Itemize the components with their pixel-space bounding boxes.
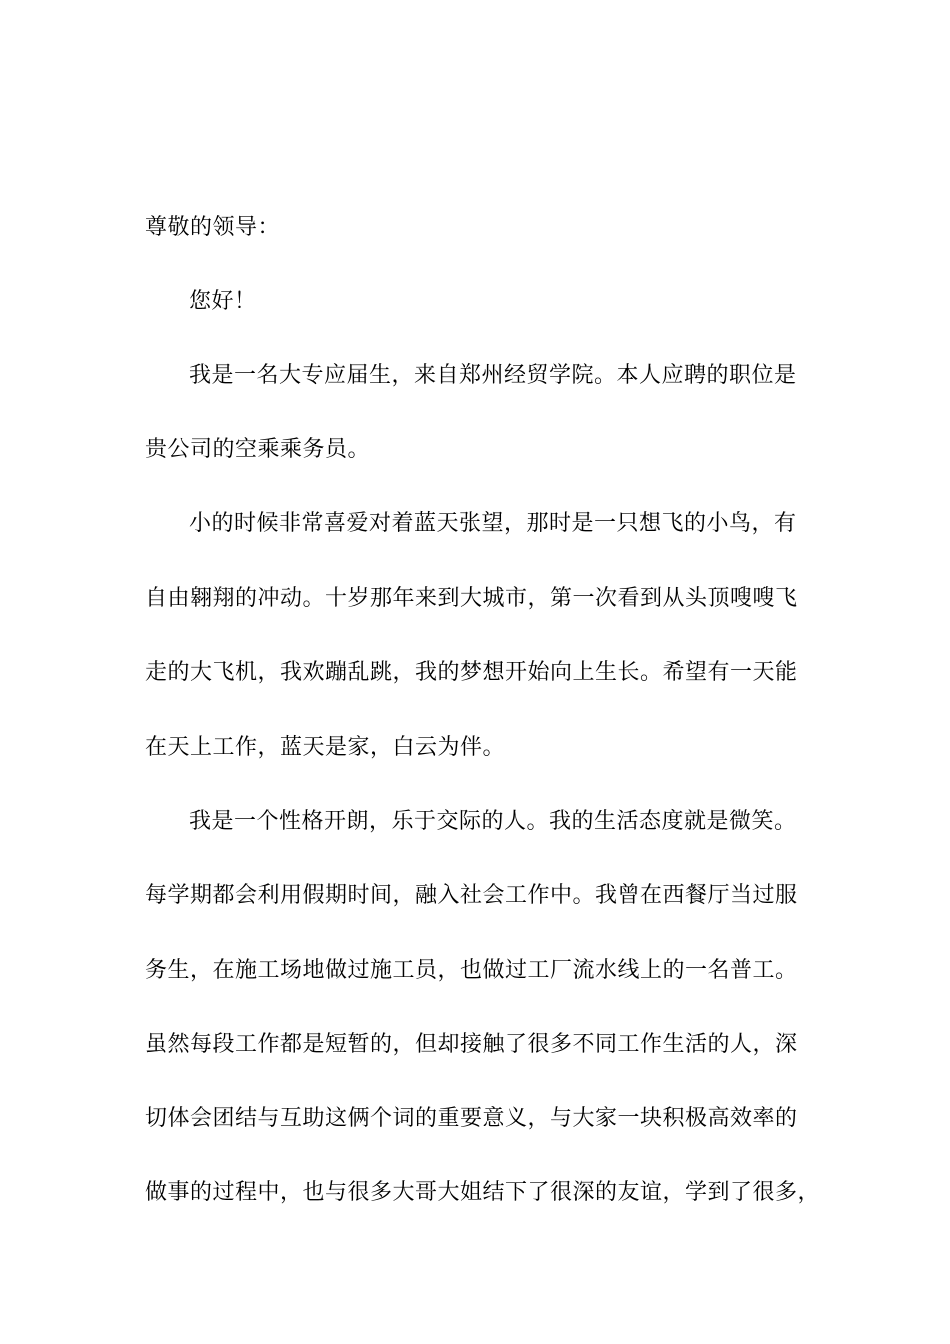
paragraph-line: 走的大飞机，我欢蹦乱跳，我的梦想开始向上生长。希望有一天能 [145,660,798,685]
paragraph-line: 我是一名大专应届生，来自郑州经贸学院。本人应聘的职位是 [189,363,797,388]
paragraph-line: 我是一个性格开朗，乐于交际的人。我的生活态度就是微笑。 [189,809,797,834]
paragraph-line: 做事的过程中，也与很多大哥大姐结下了很深的友谊，学到了很多， [145,1180,821,1205]
salutation: 尊敬的领导： [145,215,281,240]
paragraph-line: 自由翱翔的冲动。十岁那年来到大城市，第一次看到从头顶嗖嗖飞 [145,586,798,611]
paragraph-line: 切体会团结与互助这俩个词的重要意义，与大家一块积极高效率的 [145,1106,798,1131]
paragraph-line: 在天上工作，蓝天是家，白云为伴。 [145,735,506,760]
paragraph-line: 务生，在施工场地做过施工员，也做过工厂流水线上的一名普工。 [145,958,798,983]
greeting: 您好！ [189,289,257,314]
paragraph-line: 虽然每段工作都是短暂的，但却接触了很多不同工作生活的人，深 [145,1032,798,1057]
paragraph-line: 每学期都会利用假期时间，融入社会工作中。我曾在西餐厅当过服 [145,883,798,908]
paragraph-line: 贵公司的空乘乘务员。 [145,437,371,462]
paragraph-line: 小的时候非常喜爱对着蓝天张望，那时是一只想飞的小鸟，有 [189,511,797,536]
